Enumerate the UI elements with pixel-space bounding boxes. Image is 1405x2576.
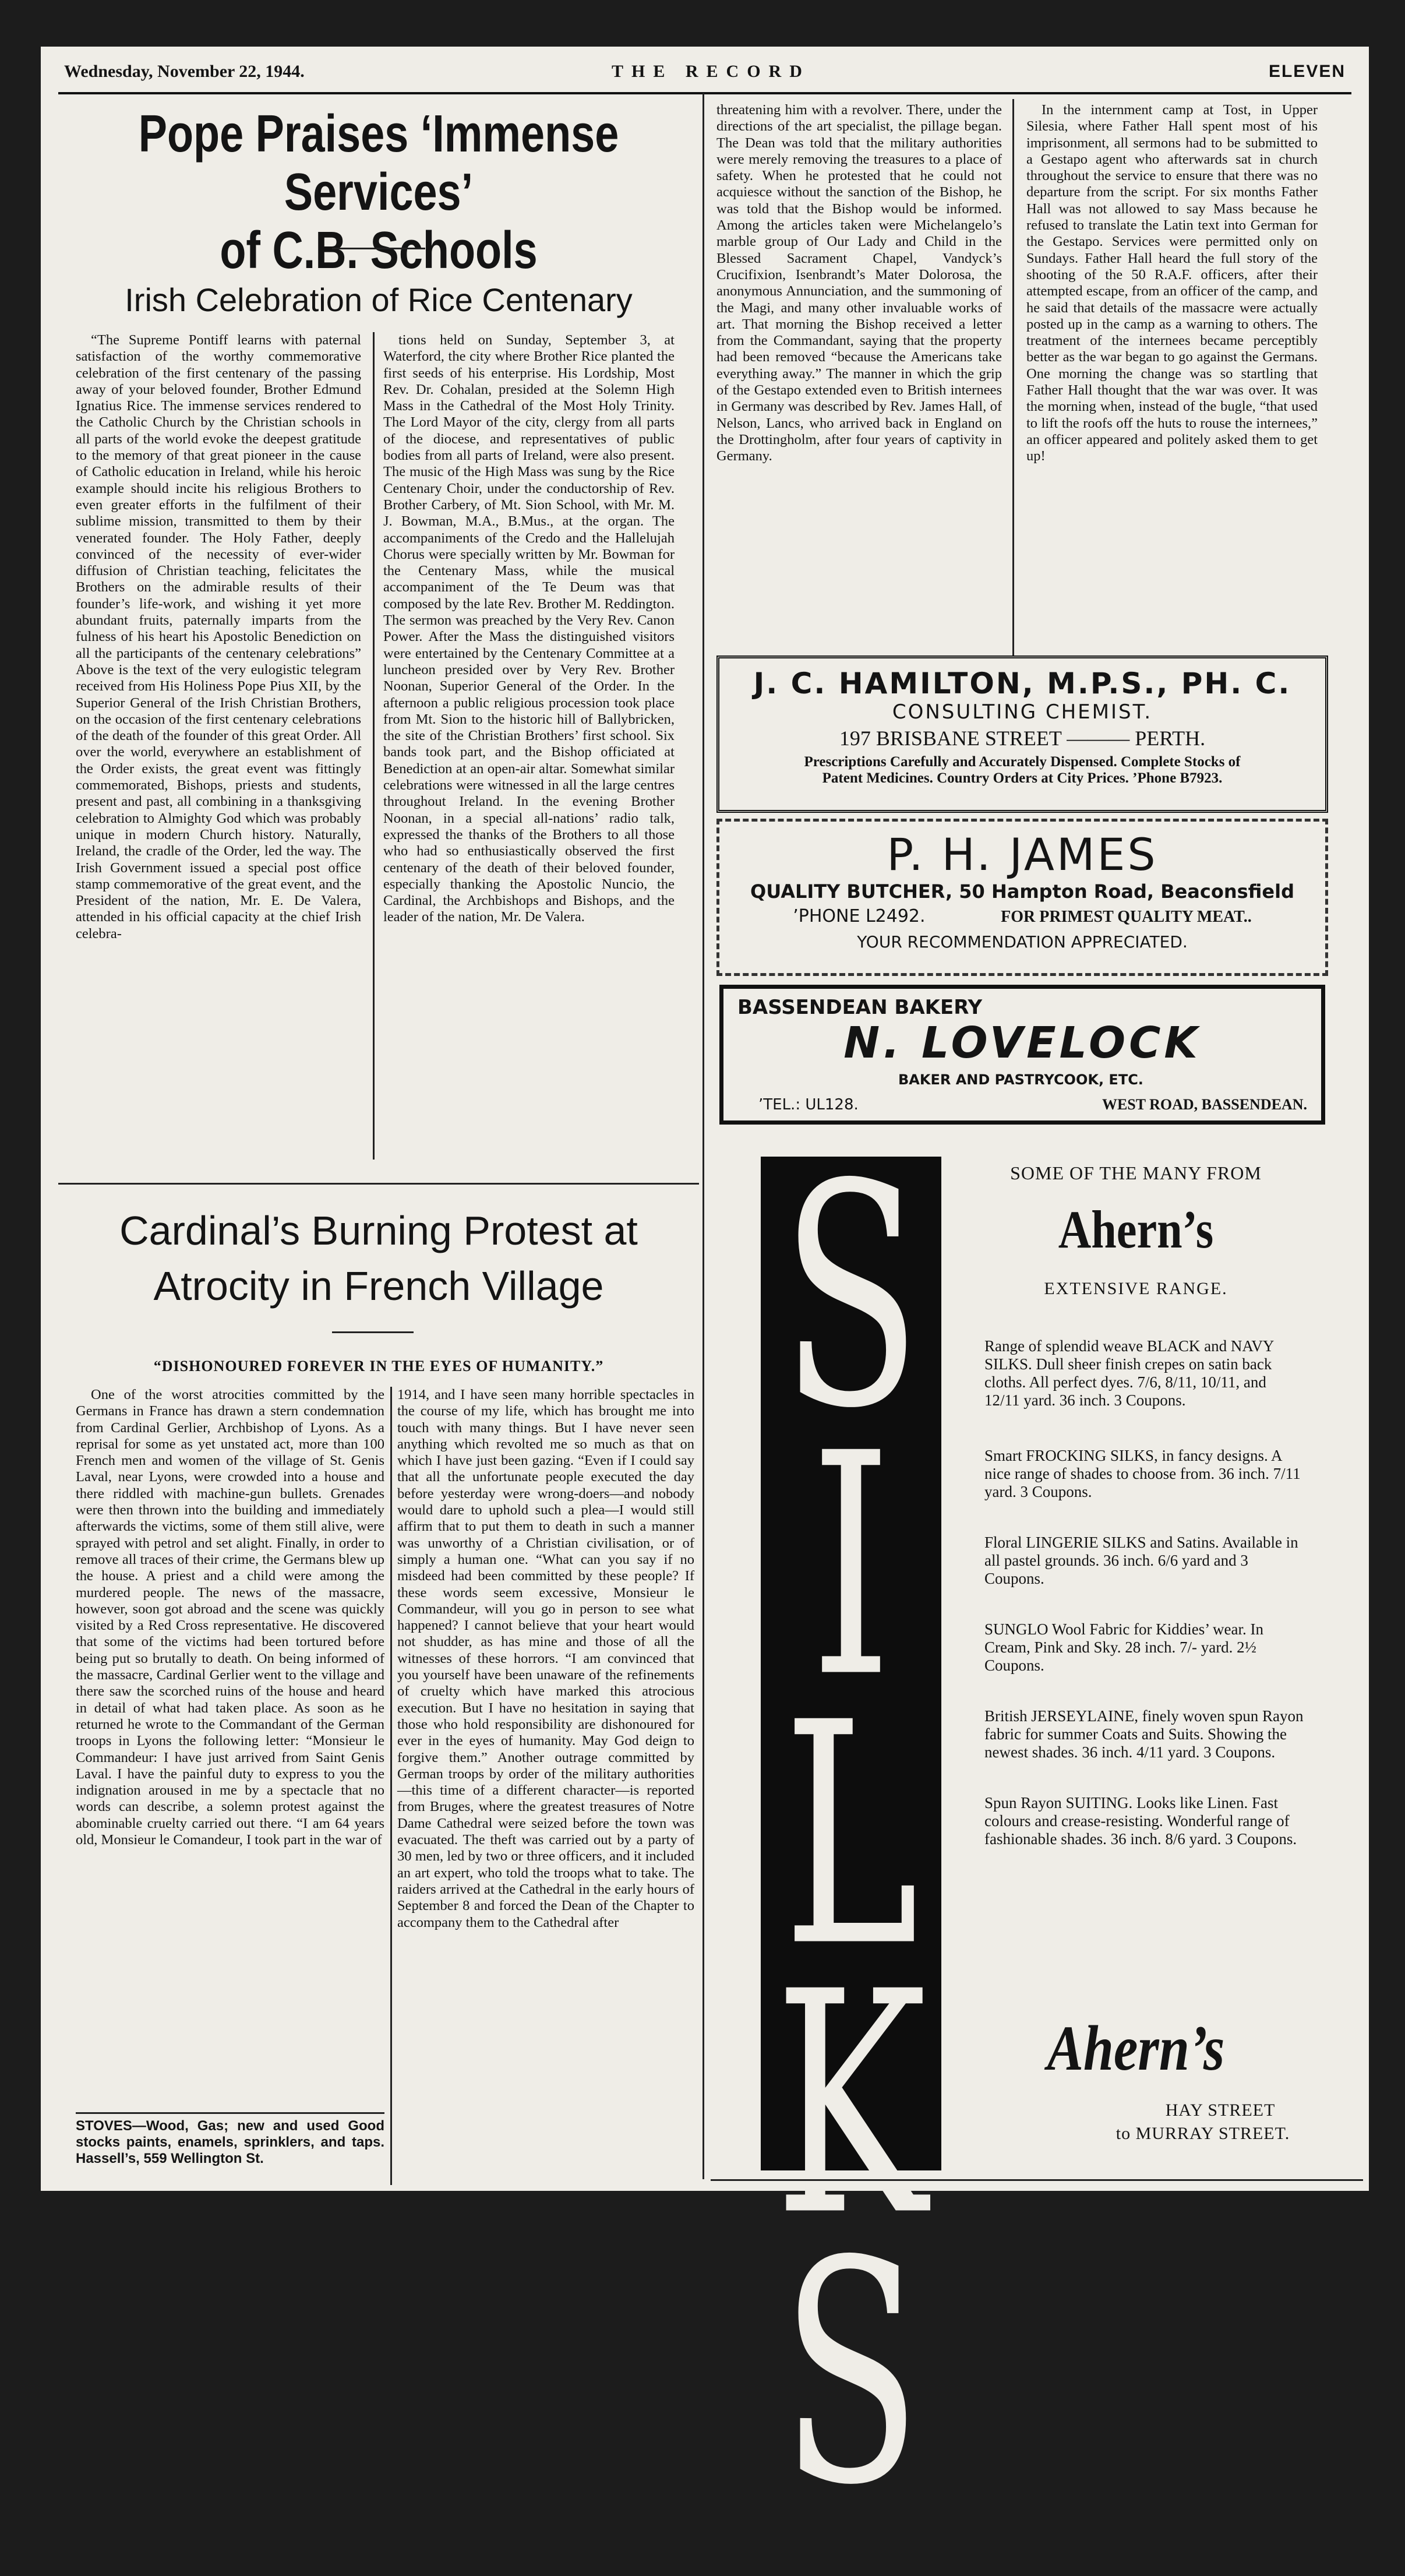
cardinal-column-2 [397,1387,694,2173]
masthead-page-number: ELEVEN [1268,62,1346,81]
hamilton-ad [716,656,1328,813]
aherns-item-1: Range of splendid weave BLACK and NAVY SILKS. Dull sheer finish crepes on satin back cloths. All perfect dyes. 7/6, 8/11, 10/11, and 12/11 yard. 36 inch. 3 Coupons. [984,1337,1274,1409]
hamilton-line2: Patent Medicines. Country Orders at City Prices. ’Phone B7923. [822,770,1223,786]
gestapo-col1-text: threatening him with a revolver. There, under the directions of the art specialist, the pillage began. The Dean was told that the military authorities were merely removing the treasures to a place of safety. When he protested that he could not acquiesce without the sanction of the Bishop, he was told that the Bishop would be informed. Among the articles taken were Michelangelo’s marble group of Our Lady and Child in the Blessed Sacrament Chapel, Vandyck’s Crucifixion, Isenbrandt’s Mater Dolorosa, the anonymous Annunciation, and the summoning of the Magi, and many other invaluable works of art. That morning the Bishop received a letter from the Commandant, saying that the property had been removed “because the Americans take everything away.” The manner in which the grip of the Gestapo extended even to British internees in Germany was described by Rev. James Hall, of Nelson, Lancs, who arrived back in England on the Drottingholm, after four years of captivity in Germany. [716,102,1002,464]
classified-stoves: STOVES—Wood, Gas; new and used Good stocks paints, enamels, sprinklers, and taps. Hassell’s, 559 Wellington St. [76,2118,384,2166]
masthead-date: Wednesday, November 22, 1944. [64,62,305,81]
aherns-address-1: HAY STREET [1165,2101,1276,2120]
pope-headline-line1: Pope Praises ‘Immense Services’ [138,105,619,221]
cardinal-col2-text: 1914, and I have seen many horrible spectacles in the course of my life, which has brought me into touch with many things. But I have never seen anything which revolted me so much as that on which I have just been gazing. “Even if I could say that all the unfortunate people executed the day before yesterday were wrong-doers—and nobody would dare to uphold such a plea—I would still affirm that to put them to death in such a manner was unworthy of a Christian civilisation, or of simply a human one. “What can you say if no misdeed had been committed by these people? If these words seem excessive, Monsieur le Commandeur, will you go in person to see what happened? I cannot believe that your heart would not shudder, as has mine and those of all the witnesses of these horrors. “I am convinced that you yourself have been unaware of the refinements of cruelty which have marked this atrocious execution. But I have no hesitation in saying that those who hold responsibility are dishonoured for ever in the eyes of humanity. May God deign to forgive them.” Another outrage committed by German troops by order of the military authorities—this time of a different character—is reported from Bruges, where the greatest treasures of Notre Dame Cathedral were seized before the town was evacuated. The theft was carried out by a party of 30 men, led by two or three officers, and it included an art expert, who told the troops what to take. The raiders arrived at the Cathedral in the early hours of September 8 and forced the Dean of the Chapter to accompany them to the Cathedral after [397,1387,694,1930]
aherns-intro: SOME OF THE MANY FROM [1010,1162,1262,1183]
pope-headline-line2: of C.B. Schools [220,221,538,280]
silks-letter-i: I [810,1388,892,1745]
cardinal-headline-rule [332,1331,414,1333]
cardinal-col1-text: One of the worst atrocities committed by the Germans in France has drawn a stern condemnation from Cardinal Gerlier, Archbishop of Lyons. As a reprisal for some as yet unstated act, more than 100 French men and women of the village of St. Genis Laval, near Lyons, were crowded into a house and there riddled with machine-gun bullets. Grenades were then thrown into the building and immediately afterwards the victims, some of them still alive, were sprayed with petrol and set alight. Finally, in order to remove all traces of their crime, the Germans blew up the house. A priest and a child were among the murdered people. The news of the massacre, however, soon got abroad and the scene was quickly visited by a Red Cross representative. He discovered that some of the victims had been tortured before being put so brutally to death. On being informed of the massacre, Cardinal Gerlier went to the village and there saw the scorched ruins of the house and heard in detail of what had taken place. As soon as he returned he wrote to the Commandant of the German troops in Lyons the following letter: “Monsieur le Commandeur: I have just arrived from Saint Genis Laval. I have the painful duty to express to you the indignation aroused in me by a spectacle that no words can describe, a solemn protest against the abominable cruelty carried out there. “I am 64 years old, Monsieur le Comandeur, I took part in the war of [76,1387,384,1848]
lovelock-trade: BAKER AND PASTRYCOOK, ETC. [898,1072,1143,1088]
page-bottom-rule [711,2179,1363,2181]
pope-column-1 [76,332,361,1160]
aherns-address-2: to MURRAY STREET. [1115,2124,1290,2143]
aherns-brand: Ahern’s [1058,1200,1214,1259]
silks-letter-s2: S [781,2196,921,2552]
lovelock-address: WEST ROAD, BASSENDEAN. [1102,1096,1307,1113]
masthead [64,58,1346,91]
cardinal-headline-line2: Atrocity in French Village [153,1263,604,1309]
newspaper-page [41,47,1369,2552]
classified-rule [76,2112,384,2114]
james-line1: QUALITY BUTCHER, 50 Hampton Road, Beaconsfield [750,880,1294,903]
lovelock-bakery: BASSENDEAN BAKERY [737,996,983,1019]
aherns-item-2: Smart FROCKING SILKS, in fancy designs. A nice range of shades to choose from. 36 inch. 7/11 yard. 3 Coupons. [984,1447,1301,1500]
aherns-item-6: Spun Rayon SUITING. Looks like Linen. Fast colours and crease-resisting. Wonderful range of fashionable shades. 36 inch. 8/6 yard. 3 Coupons. [984,1794,1297,1848]
aherns-brand-footer: Ahern’s [1047,2013,1225,2084]
cardinal-headline-line1: Cardinal’s Burning Protest at [119,1208,638,1253]
column-rule-right-top [1012,99,1014,656]
hamilton-address: 197 BRISBANE STREET ——— PERTH. [839,727,1206,750]
aherns-item-4: SUNGLO Wool Fabric for Kiddies’ wear. In Cream, Pink and Sky. 28 inch. 7/- yard. 2½ Coupons. [984,1620,1263,1674]
hamilton-line1: Prescriptions Carefully and Accurately Dispensed. Complete Stocks of [804,754,1241,770]
gestapo-column-2 [1026,102,1318,647]
article-divider [58,1183,699,1185]
pope-column-2 [383,332,675,1160]
james-ad [716,819,1328,976]
hamilton-name: J. C. HAMILTON, M.P.S., PH. C. [753,667,1291,700]
masthead-paper-name: THE RECORD [612,62,810,81]
pope-col2-text: tions held on Sunday, September 3, at Waterford, the city where Brother Rice planted the first seeds of his enterprise. His Lordship, Most Rev. Dr. Cohalan, presided at the Solemn High Mass in the Cathedral of the Most Holy Trinity. The Lord Mayor of the city, clergy from all parts of the diocese, and representatives of public bodies from all parts of Ireland, were also present. The music of the High Mass was sung by the Rice Centenary Choir, under the conductorship of Rev. Brother Carbery, of Mt. Sion School, with Mr. M. J. Bowman, M.A., B.Mus., at the organ. The accompaniments of the Credo and the Hallelujah Chorus were specially written by Mr. Bowman for the Centenary Mass, while the musical accompaniment of the Te Deum was that composed by the late Rev. Brother M. Reddington. The sermon was preached by the Very Rev. Canon Power. After the Mass the distinguished visitors were entertained by the Centenary Committee at a luncheon presided over by Very Rev. Brother Noonan, Superior General of the Order. In the afternoon a public religious procession took place from Mt. Sion to the historic hill of Ballybricken, the site of the Christian Brothers’ first school. Six bands took part, and the Bishop officiated at Benediction at an open-air altar. Somewhat similar celebrations were witnessed in all the large centres throughout Ireland. In the evening Brother Noonan, in a special all-nations’ radio talk, expressed the thanks of the Brothers to all those who had so enthusiastically observed the first centenary of the death of their beloved founder, especially thanking the Apostolic Nuncio, the Cardinal, the Archbishops and Bishops, and the leader of the nation, Mr. De Valera. [383,332,675,925]
masthead-rule [58,92,1351,94]
lovelock-tel: ’TEL.: UL128. [758,1096,859,1113]
pope-headline-rule [332,248,425,249]
aherns-item-3: Floral LINGERIE SILKS and Satins. Available in all pastel grounds. 36 inch. 6/6 yard and 3 Coupons. [984,1534,1298,1587]
james-slogan: FOR PRIMEST QUALITY MEAT.. [1001,908,1252,926]
james-name: P. H. JAMES [887,829,1158,880]
pope-col1-text: “The Supreme Pontiff learns with paternal satisfaction of the worthy commemorative celebration of the first centenary of the passing away of your beloved founder, Brother Edmund Ignatius Rice. The immense services rendered to the Catholic Church by the Christian schools in all parts of the world evoke the deepest gratitude to the memory of that great pioneer in the cause of Catholic education in Ireland, while his heroic example should incite his religious Brothers to even greater efforts in the fulfilment of their sublime mission, transmitted to them by their venerated founder. The Holy Father, deeply convinced of the necessity of ever-wider diffusion of Christian teaching, felicitates the Brothers on the admirable results of their founder’s life-work, and wishing it yet more abundant fruits, paternally imparts from the fulness of his heart his Apostolic Benediction on all the participants of the centenary celebrations” Above is the text of the very eulogistic telegram received from His Holiness Pope Pius XII, by the Superior General of the Irish Christian Brothers, on the occasion of the first centenary celebrations of the death of the founder of this great Order. All over the world, everywhere an establishment of the Order exists, the great event was fittingly commemorated, Bishops, priests and students, present and past, all combining in a thanksgiving celebration to Almighty God which was probably unique in modern Church history. Naturally, Ireland, the cradle of the Order, led the way. The Irish Government issued a special post office stamp commemorative of the great event, and the President of the nation, Mr. E. De Valera, attended in his official capacity at the chief Irish celebra- [76,332,361,942]
pope-subhead: Irish Celebration of Rice Centenary [125,281,633,318]
hamilton-title: CONSULTING CHEMIST. [892,700,1153,724]
silks-letter-s1: S [781,1119,921,1475]
lovelock-name: N. LOVELOCK [843,1018,1201,1068]
cardinal-column-1 [76,1387,384,2103]
cardinal-column-rule [390,1387,392,2185]
aherns-range: EXTENSIVE RANGE. [1044,1279,1228,1298]
column-rule-main [702,93,704,2179]
james-line3: YOUR RECOMMENDATION APPRECIATED. [857,932,1188,952]
silks-banner [761,1119,941,2552]
silks-letter-l: L [783,1657,919,2014]
aherns-item-5: British JERSEYLAINE, finely woven spun Rayon fabric for summer Coats and Suits. Showing the newest shades. 36 inch. 4/11 yard. 3 Coupons. [984,1707,1304,1761]
pope-column-rule [373,332,375,1160]
james-phone: ’PHONE L2492. [793,906,926,926]
cardinal-headline [58,1203,699,1314]
gestapo-col2-text: In the internment camp at Tost, in Upper Silesia, where Father Hall spent most of his imprisonment, all sermons had to be submitted to a Gestapo agent who afterwards sat in church throughout the service to ensure that there was no departure from the script. For six months Father Hall was not allowed to say Mass because he refused to translate the Latin text into German for the Gestapo. Services were permitted only on Sundays. Father Hall heard the full story of the shooting of the 50 R.A.F. officers, after their attempted escape, from an officer of the camp, and he said that details of the massacre were actually posted up in the camp as a warning to others. The treatment of the internees became perceptibly better as the war began to go against the Germans. One morning the change was so startling that Father Hall thought that the war was over. It was the morning when, instead of the bugle, “that used to lift the roofs off the huts to rouse the internees,” an officer appeared and politely asked them to get up! [1026,102,1318,464]
pope-headline [116,105,641,280]
gestapo-column-1 [716,102,1002,647]
silks-letter-k: K [775,1926,927,2283]
cardinal-subhead: “DISHONOURED FOREVER IN THE EYES OF HUMANITY.” [153,1358,604,1375]
aherns-items [984,1337,1305,1848]
